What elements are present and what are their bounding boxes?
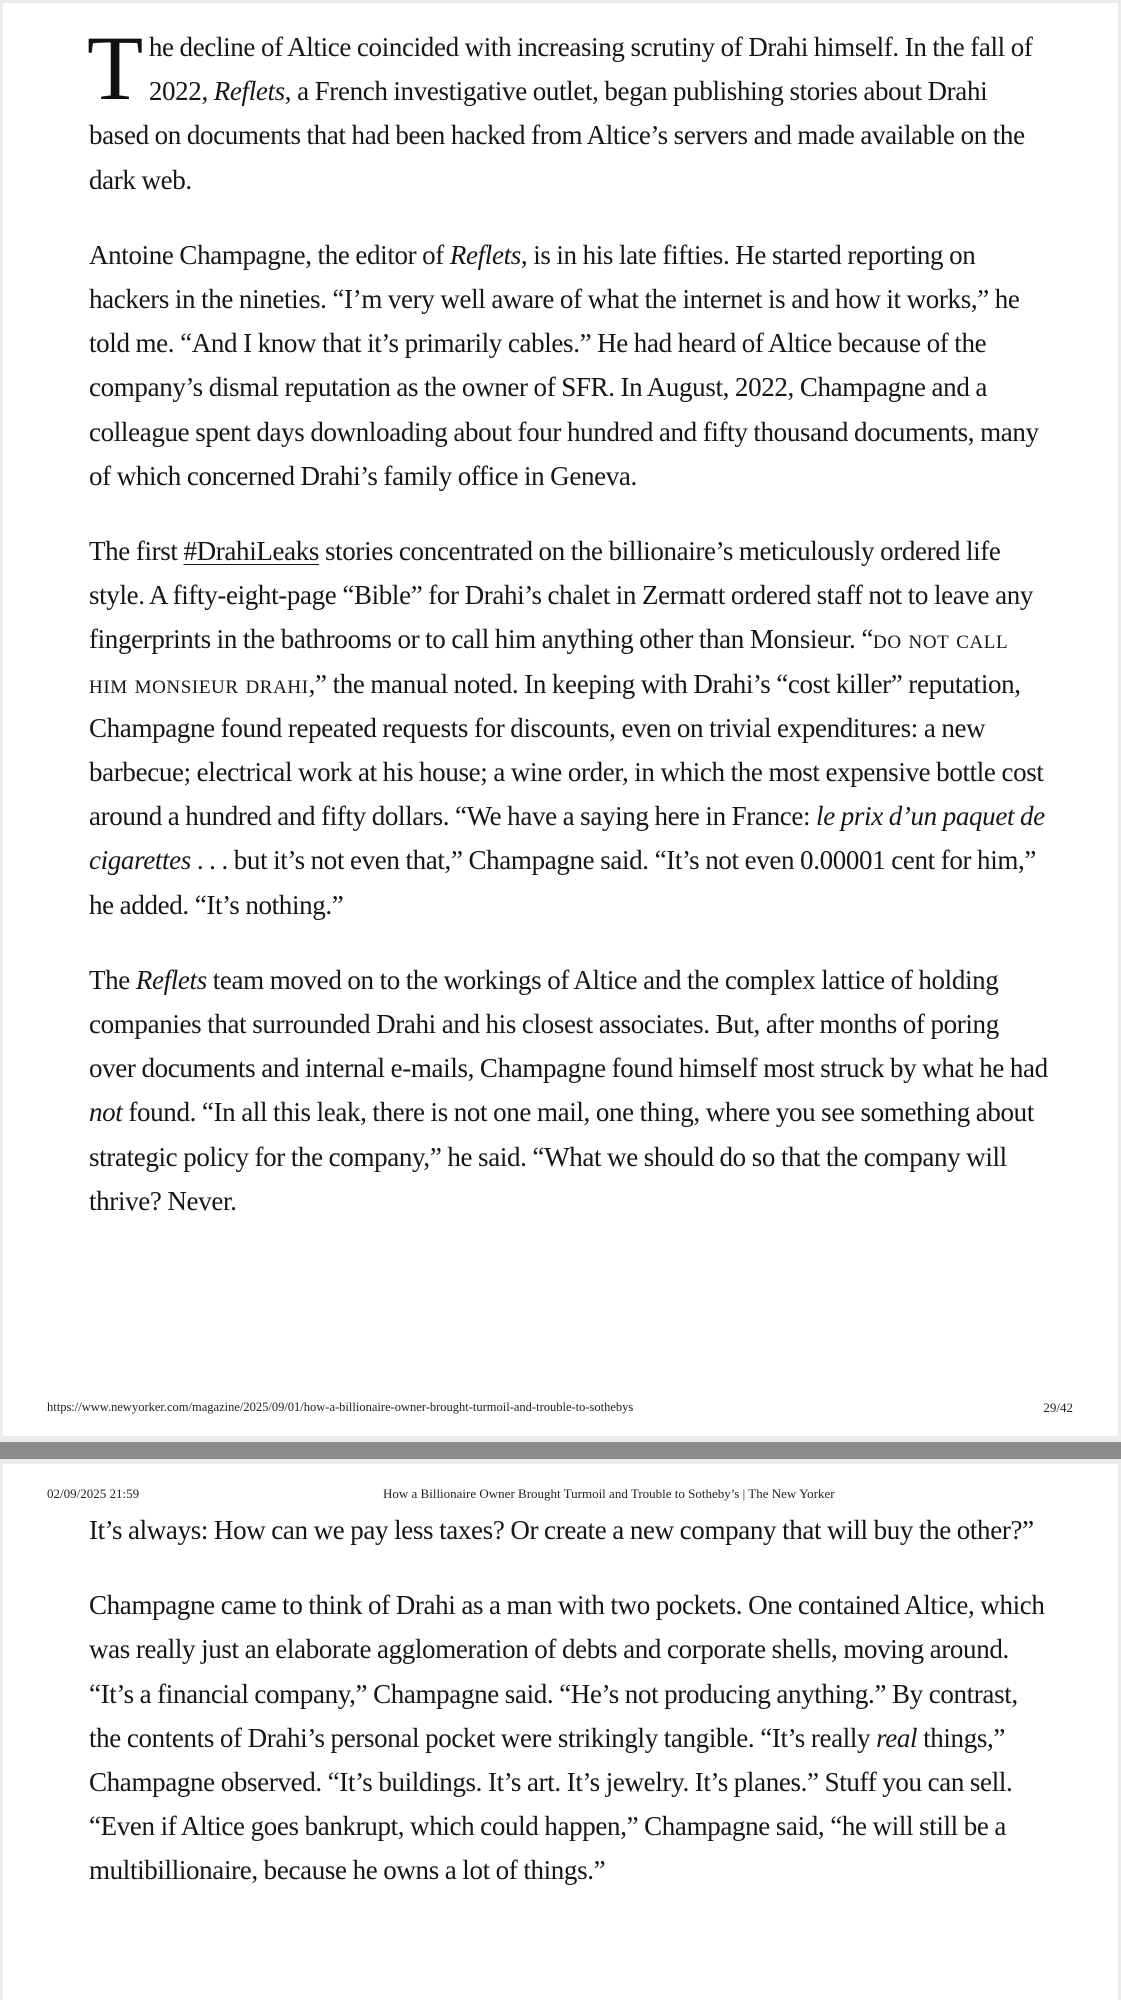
emphasis-real: real (876, 1722, 918, 1753)
paragraph-2: Antoine Champagne, the editor of Reflets, is in his late fifties. He started reporting on hackers in the nineties. “I’m very well aware of what the internet is and how it works,” he told me. “And I know that it’s primarily cables.” He had heard of Altice because of the company’s dismal reputation as the owner of SFR. In August, 2022, Champagne and a colleague spent days downloading about four hundred and fifty thousand documents, many of which concerned Drahi’s family office in Geneva. (89, 239, 1039, 491)
small-caps-quote: do not call him monsieur drahi (89, 624, 1009, 699)
article-body-continued (89, 1508, 1049, 1924)
emphasis-not: not (89, 1097, 123, 1128)
footer-url: https://www.newyorker.com/magazine/2025/09/01/how-a-billionaire-owner-brought-turmoil-and-trouble-to-sothebys (47, 1400, 634, 1414)
drop-cap: T (87, 17, 143, 119)
paragraph-4: The Reflets team moved on to the workings of Altice and the complex lattice of holding companies that surrounded Drahi and his closest associates. But, after months of poring over documents and internal e-mails, Champagne found himself most struck by what he had not found. “In all this leak, there is not one mail, one thing, where you see something about strategic policy for the company,” he said. “What we should do so that the company will thrive? Never. (89, 964, 1048, 1216)
paragraph-continued: It’s always: How can we pay less taxes? Or create a new company that will buy the other?” (89, 1515, 1034, 1545)
paragraph-5: Champagne came to think of Drahi as a man with two pockets. One contained Altice, which was really just an elaborate agglomeration of debts and corporate shells, moving around. “It’s a financial company,” Champagne said. “He’s not producing anything.” By contrast, the contents of Drahi’s personal pocket were strikingly tangible. “It’s really real things,” Champagne observed. “It’s buildings. It’s art. It’s jewelry. It’s planes.” Stuff you can sell. “Even if Altice goes bankrupt, which could happen,” Champagne said, “he will still be a multibillionaire, because he owns a lot of things.” (89, 1590, 1045, 1886)
publication-name: Reflets (135, 964, 207, 995)
print-header-title: How a Billionaire Owner Brought Turmoil and Trouble to Sotheby’s | The New Yorker (383, 1486, 835, 1501)
publication-name: Reflets (213, 76, 285, 107)
drahileaks-link[interactable]: #DrahiLeaks (183, 536, 320, 567)
article-body (87, 17, 1049, 1254)
paragraph-3: The first #DrahiLeaks stories concentrated on the billionaire’s meticulously ordered life style. A fifty-eight-page “Bible” for Drahi’s chalet in Zermatt ordered staff not to leave any fingerprints in the bathrooms or to call him anything other than Monsieur. “do not call him monsieur drahi,” the manual noted. In keeping with Drahi’s “cost killer” reputation, Champagne found repeated requests for discounts, even on trivial expenditures: a new barbecue; electrical work at his house; a wine order, in which the most expensive bottle cost around a hundred and fifty dollars. “We have a saying here in France: le prix d’un paquet de cigarettes . . . but it’s not even that,” Champagne said. “It’s not even 0.00001 cent for him,” he added. “It’s nothing.” (89, 536, 1045, 920)
publication-name: Reflets (449, 239, 521, 270)
french-phrase: le prix d’un paquet de cigarettes (89, 801, 1045, 876)
page-separator (0, 1442, 1121, 1459)
print-datetime: 02/09/2025 21:59 (47, 1486, 140, 1501)
paragraph-1: The decline of Altice coincided with increasing scrutiny of Drahi himself. In the fall of 2022, Reflets, a French investigative outlet, began publishing stories about Drahi based on documents that had been hacked from Altice’s servers and made available on the dark web. (87, 17, 1033, 195)
page-number: 29/42 (1043, 1400, 1073, 1415)
document-page-30 (0, 1464, 1121, 2000)
